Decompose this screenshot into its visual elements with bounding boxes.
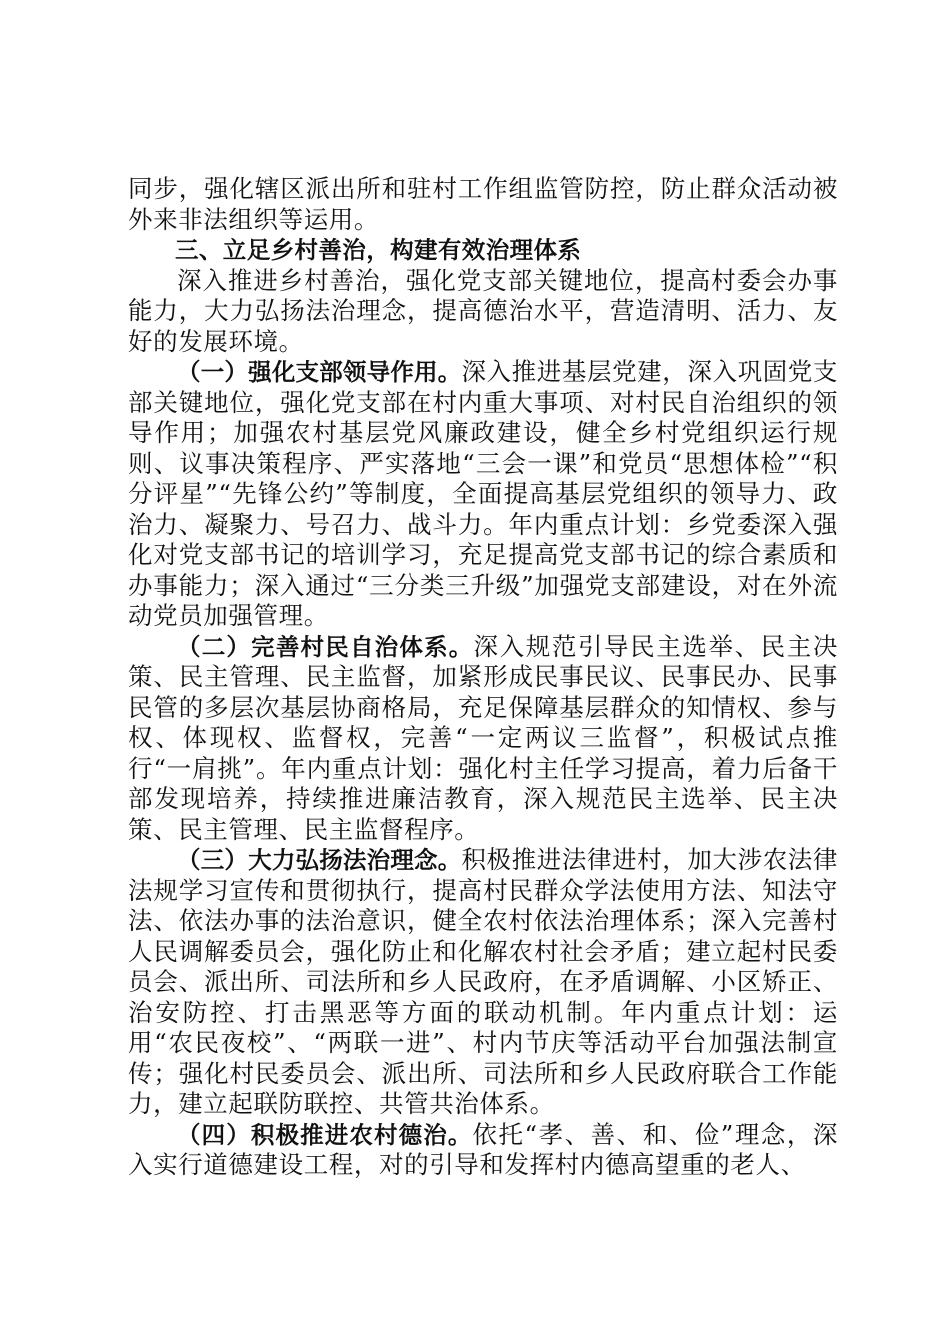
item-paragraph-2 [128, 632, 838, 846]
item-heading-4: （四）积极推进农村德治。 [177, 1120, 473, 1149]
item-heading-2: （二）完善村民自治体系。 [177, 632, 474, 661]
section-intro-paragraph: 深入推进乡村善治，强化党支部关键地位，提高村委会办事能力，大力弘扬法治理念，提高德治水平，营造清明、活力、友好的发展环境。 [128, 265, 838, 356]
item-body-3: 积极推进法律进村，加大涉农法律法规学习宣传和贯彻执行，提高村民群众学法使用方法、知法守法、依法办事的法治意识，健全农村依法治理体系；深入完善村人民调解委员会，强化防止和化解农村社会矛盾；建立起村民委员会、派出所、司法所和乡人民政府，在矛盾调解、小区矫正、治安防控、打击黑恶等方面的联动机制。年内重点计划：运用“农民夜校”、“两联一进”、村内节庆等活动平台加强法制宣传；强化村民委员会、派出所、司法所和乡人民政府联合工作能力，建立起联防联控、共管共治体系。 [128, 845, 839, 1118]
section-heading: 三、立足乡村善治，构建有效治理体系 [175, 236, 582, 264]
item-paragraph-4 [128, 1120, 838, 1181]
item-body-4: 依托“孝、善、和、俭”理念，深入实行道德建设工程，对的引导和发挥村内德高望重的老人、 [128, 1119, 838, 1179]
item-body-2: 深入规范引导民主选举、民主决策、民主管理、民主监督，加紧形成民事民议、民事民办、民事民管的多层次基层协商格局，充足保障基层群众的知情权、参与权、体现权、监督权，完善“一定两议三监督”，积极试点推行“一肩挑”。年内重点计划：强化村主任学习提高，着力后备干部发现培养，持续推进廉洁教育，深入规范民主选举、民主决策、民主管理、民主监督程序。 [128, 631, 838, 844]
item-body-1: 深入推进基层党建，深入巩固党支部关键地位，强化党支部在村内重大事项、对村民自治组织的领导作用；加强农村基层党风廉政建设，健全乡村党组织运行规则、议事决策程序、严实落地“三会一课”和党员“思想体检”“积分评星”“先锋公约”等制度，全面提高基层党组织的领导力、政治力、凝聚力、号召力、战斗力。年内重点计划：乡党委深入强化对党支部书记的培训学习，充足提高党支部书记的综合素质和办事能力；深入通过“三分类三升级”加强党支部建设，对在外流动党员加强管理。 [128, 357, 839, 630]
item-heading-3: （三）大力弘扬法治理念。 [177, 846, 462, 874]
item-paragraph-1 [128, 357, 838, 632]
item-heading-1: （一）强化支部领导作用。 [177, 358, 462, 386]
document-body [128, 174, 838, 1181]
intro-continuation-paragraph: 同步，强化辖区派出所和驻村工作组监管防控，防止群众活动被外来非法组织等运用。 [128, 174, 838, 234]
item-paragraph-3 [128, 845, 838, 1120]
